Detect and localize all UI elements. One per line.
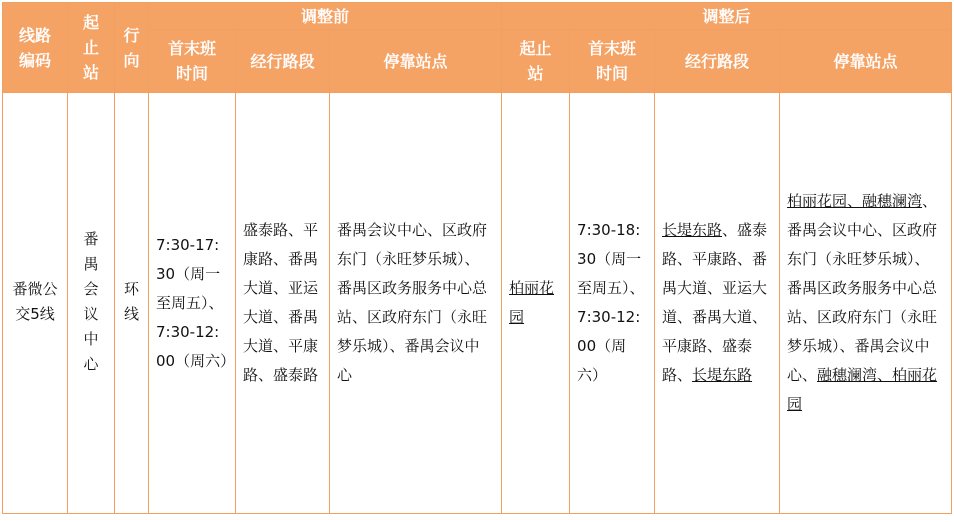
header-before-stops: 停靠站点	[330, 30, 502, 93]
header-row-top	[3, 3, 952, 30]
header-before: 调整前	[149, 3, 502, 30]
cell-before-time: 7:30-17:30（周一至周五）、7:30-12:00（周六）	[149, 93, 236, 514]
header-after: 调整后	[502, 3, 952, 30]
header-direction: 行向	[115, 3, 149, 93]
cell-before-route: 盛泰路、平康路、番禺大道、亚运大道、番禺大道、平康路、盛泰路	[236, 93, 330, 514]
cell-after-terminal	[502, 93, 570, 514]
route-adjustment-table-wrapper	[2, 2, 952, 514]
header-before-time: 首末班时间	[149, 30, 236, 93]
header-line-code: 线路编码	[3, 3, 68, 93]
route-adjustment-table	[2, 2, 952, 514]
cell-after-stops	[780, 93, 952, 514]
table-row	[3, 93, 952, 514]
cell-direction: 环线	[115, 93, 149, 514]
after-terminal-text: 柏丽花园	[509, 279, 555, 326]
after-route-middle: 、盛泰路、平康路、番禺大道、亚运大道、番禺大道、平康路、盛泰路、	[662, 221, 768, 384]
header-after-time: 首末班时间	[570, 30, 655, 93]
header-after-route: 经行路段	[655, 30, 780, 93]
cell-before-stops: 番禺会议中心、区政府东门（永旺梦乐城）、番禺区政务服务中心总站、区政府东门（永旺梦乐城）、番禺会议中心	[330, 93, 502, 514]
header-before-route: 经行路段	[236, 30, 330, 93]
after-stops-end: 融穗澜湾、柏丽花园	[787, 366, 938, 413]
header-after-terminal: 起止站	[502, 30, 570, 93]
header-after-stops: 停靠站点	[780, 30, 952, 93]
header-terminal: 起止站	[68, 3, 115, 93]
after-stops-middle: 、番禺会议中心、区政府东门（永旺梦乐城）、番禺区政务服务中心总站、区政府东门（永旺梦乐城）、番禺会议中心、	[787, 192, 938, 384]
after-route-start: 长堤东路	[662, 221, 723, 239]
cell-after-time: 7:30-18:30（周一至周五）、7:30-12:00（周六）	[570, 93, 655, 514]
after-route-end: 长堤东路	[692, 366, 753, 384]
after-stops-start: 柏丽花园、融穗澜湾	[787, 192, 923, 210]
cell-line-code: 番微公交5线	[3, 93, 68, 514]
cell-after-route	[655, 93, 780, 514]
cell-terminal: 番禺会议中心	[68, 93, 115, 514]
